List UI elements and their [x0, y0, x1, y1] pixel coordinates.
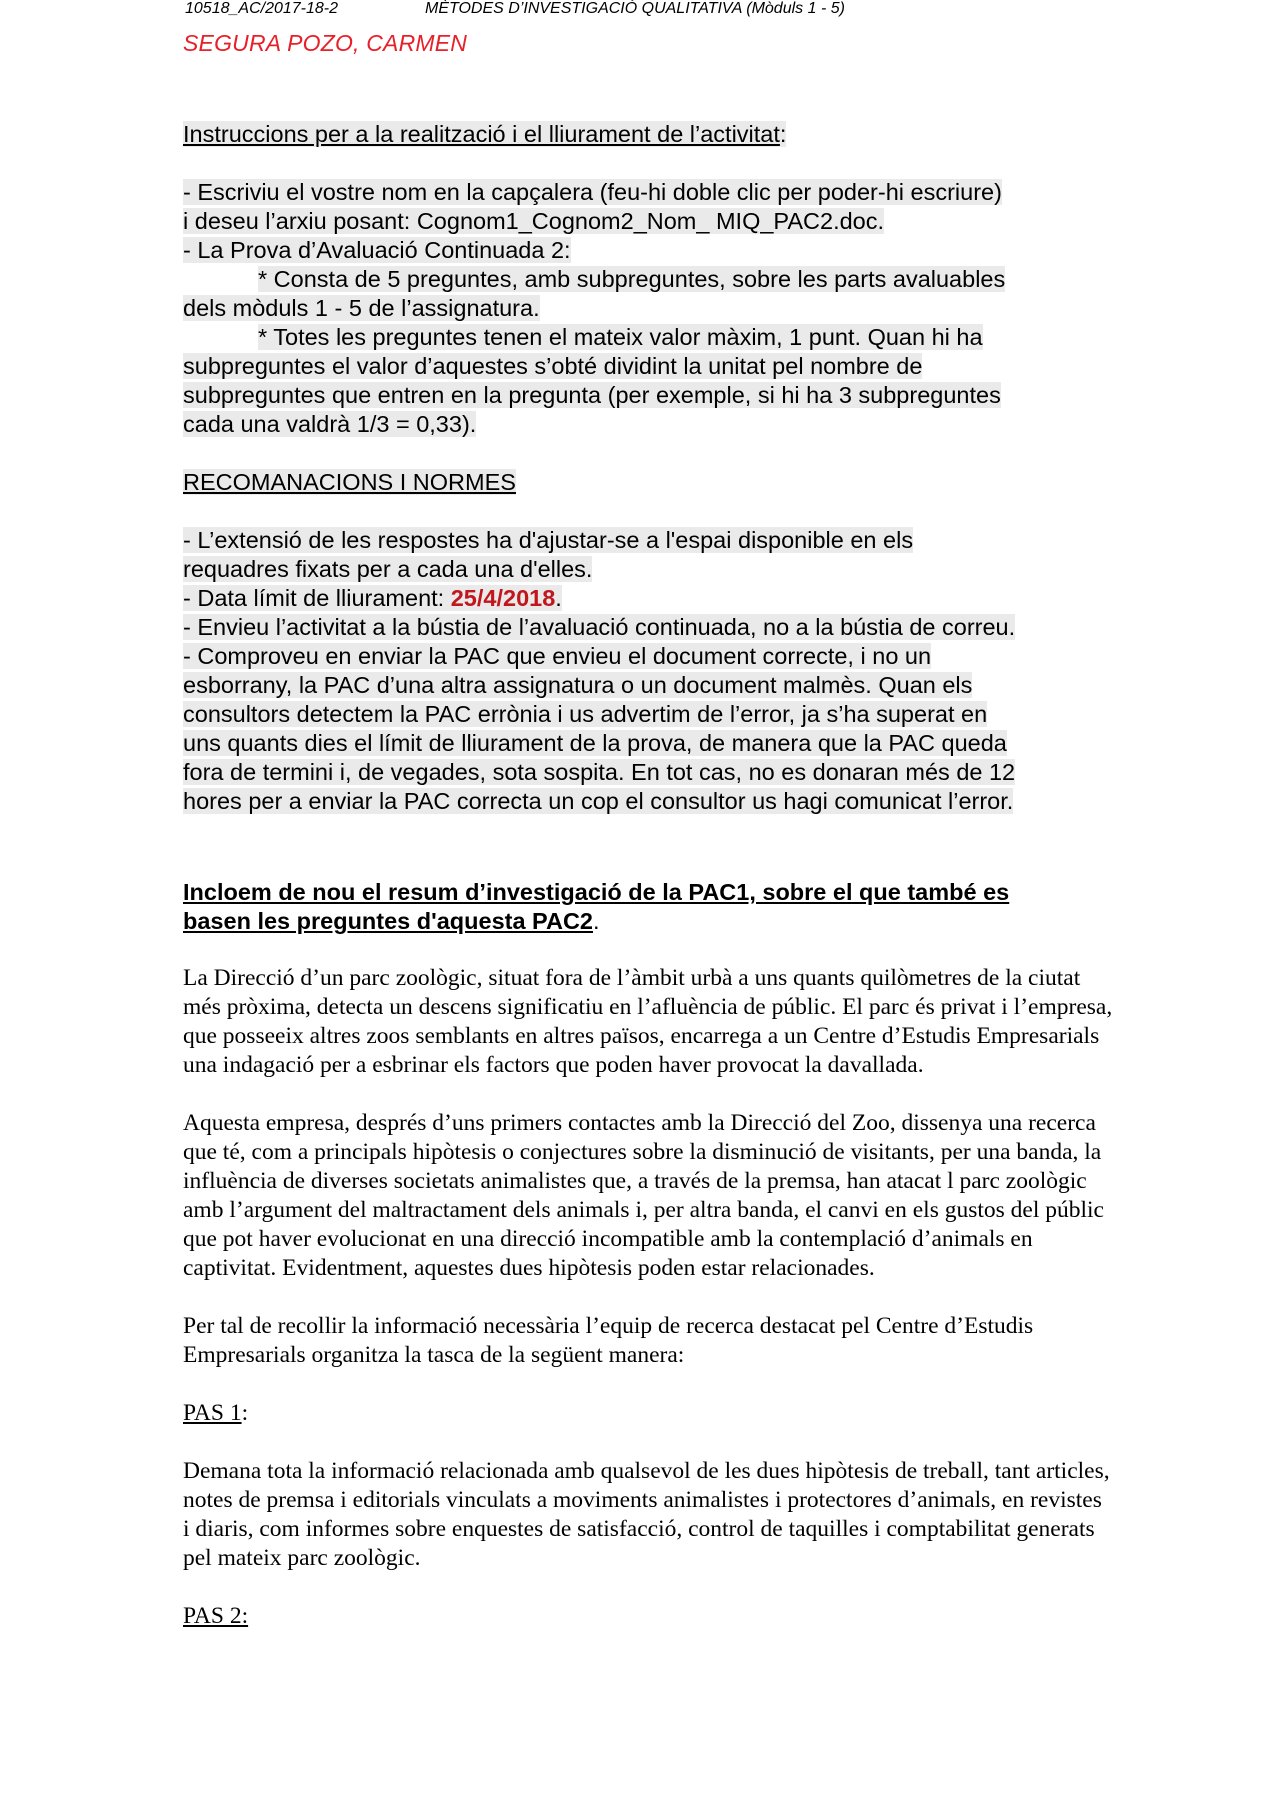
instruction-line: i deseu l’arxiu posant: Cognom1_Cognom2_Nom_ MIQ_PAC2.doc.: [183, 208, 885, 234]
instruction-line: subpreguntes que entren en la pregunta (per exemple, si hi ha 3 subpreguntes: [183, 382, 1001, 408]
paragraph: Per tal de recollir la informació necessària l’equip de recerca destacat pel Centre d’Estudis Empresarials organitza la tasca de la següent manera:: [183, 1313, 1034, 1368]
course-title: MÈTODES D’INVESTIGACIÓ QUALITATIVA (Mòduls 1 - 5): [425, 0, 845, 17]
research-summary: [183, 964, 1113, 1660]
instruction-line: * Totes les preguntes tenen el mateix valor màxim, 1 punt. Quan hi ha: [258, 324, 983, 350]
paragraph: La Direcció d’un parc zoològic, situat fora de l’àmbit urbà a uns quants quilòmetres de la ciutat més pròxima, detecta un descens significatiu en l’afluència de públic. El parc és privat i l’empresa, que posseeix altres zoos semblants en altres països, encarrega a un Centre d’Estudis Empresarials una indagació per a esbrinar els factors que poden haver provocat la davallada.: [183, 965, 1113, 1078]
instruction-line: cada una valdrà 1/3 = 0,33).: [183, 411, 477, 437]
recommendation-line: - Comproveu en enviar la PAC que envieu el document correcte, i no un: [183, 643, 932, 669]
paragraph: Demana tota la informació relacionada amb qualsevol de les dues hipòtesis de treball, tant articles, notes de premsa i editorials vinculats a moviments animalistes i protectores d’animals, en revistes i diaris, com informes sobre enquestes de satisfacció, control de taquilles i comptabilitat generats pel mateix parc zoològic.: [183, 1458, 1110, 1571]
instruction-line: - Escriviu el vostre nom en la capçalera (feu-hi doble clic per poder-hi escriure): [183, 179, 1002, 205]
instruction-line: subpreguntes el valor d’aquestes s’obté dividint la unitat pel nombre de: [183, 353, 923, 379]
deadline-label: - Data límit de lliurament:: [183, 585, 451, 611]
recommendation-line: esborrany, la PAC d’una altra assignatura o un document malmès. Quan els: [183, 672, 973, 698]
instruction-line: * Consta de 5 preguntes, amb subpreguntes, sobre les parts avaluables: [258, 266, 1006, 292]
recommendation-line: fora de termini i, de vegades, sota sospita. En tot cas, no es donaran més de 12: [183, 759, 1016, 785]
student-name: SEGURA POZO, CARMEN: [183, 30, 468, 56]
section-heading: Incloem de nou el resum d’investigació de la PAC1, sobre el que també es basen les preguntes d'aquesta PAC2.: [183, 879, 1010, 934]
step-2-heading: PAS 2:: [183, 1603, 249, 1629]
recommendation-line: requadres fixats per a cada una d'elles.: [183, 556, 593, 582]
instruction-line: dels mòduls 1 - 5 de l’assignatura.: [183, 295, 540, 321]
recommendation-line: - Envieu l’activitat a la bústia de l’avaluació continuada, no a la bústia de correu.: [183, 614, 1016, 640]
running-header: [185, 0, 845, 18]
instructions-block: Instruccions per a la realització i el lliurament de l’activitat: - Escriviu el vostre nom en la capçalera (feu-hi doble clic per poder-hi escriure) i deseu l’arxiu posant: Cognom1_Cognom2_Nom_ MIQ_PAC2.doc. - La Prova d’Avaluació Continuada 2: * Consta de 5 preguntes, amb subpreguntes, sobre les parts avaluables dels mòduls 1 - 5 de l’assignatura. * Totes les preguntes tenen el mateix valor màxim, 1 punt. Quan hi ha subpreguntes el valor d’aquestes s’obté dividint la unitat pel nombre de subpreguntes que entren en la pregunta (per exemple, si hi ha 3 subpreguntes cada una valdrà 1/3 = 0,33). RECOMANACIONS I NORMES - L’extensió de les respostes ha d'ajustar-se a l'espai disponible en els requadres fixats per a cada una d'elles. - Data límit de lliurament: 25/4/2018. - Envieu l’activitat a la bústia de l’avaluació continuada, no a la bústia de correu. - Comproveu en enviar la PAC que envieu el document correcte, i no un esborrany, la PAC d’una altra assignatura o un document malmès. Quan els consultors detectem la PAC errònia i us advertim de l’error, ja s’ha superat en uns quants dies el límit de lliurament de la prova, de manera que la PAC queda fora de termini i, de vegades, sota sospita. En tot cas, no es donaran més de 12 hores per a enviar la PAC correcta un cop el consultor us hagi comunicat l’error.: [183, 121, 1016, 814]
course-code: 10518_AC/2017-18-2: [185, 0, 339, 17]
instructions-title: Instruccions per a la realització i el lliurament de l’activitat: [183, 121, 780, 147]
step-1-heading: PAS 1:: [183, 1400, 249, 1426]
recommendations-title: RECOMANACIONS I NORMES: [183, 469, 516, 495]
instruction-line: - La Prova d’Avaluació Continuada 2:: [183, 237, 571, 263]
paragraph: Aquesta empresa, després d’uns primers contactes amb la Direcció del Zoo, dissenya una recerca que té, com a principals hipòtesis o conjectures sobre la disminució de visitants, per una banda, la influència de diverses societats animalistes que, a través de la premsa, han atacat l parc zoològic amb l’argument del maltractament dels animals i, per altra banda, el canvi en els gustos del públic que pot haver evolucionat en una direcció incompatible amb la contemplació d’animals en captivitat. Evidentment, aquestes dues hipòtesis poden estar relacionades.: [183, 1110, 1104, 1281]
recommendation-line: uns quants dies el límit de lliurament de la prova, de manera que la PAC queda: [183, 730, 1007, 756]
deadline-date: 25/4/2018: [450, 585, 556, 611]
recommendation-line: hores per a enviar la PAC correcta un cop el consultor us hagi comunicat l’error.: [183, 788, 1014, 814]
recommendation-line: - L’extensió de les respostes ha d'ajustar-se a l'espai disponible en els: [183, 527, 914, 553]
recommendation-line: consultors detectem la PAC errònia i us advertim de l’error, ja s’ha superat en: [183, 701, 988, 727]
